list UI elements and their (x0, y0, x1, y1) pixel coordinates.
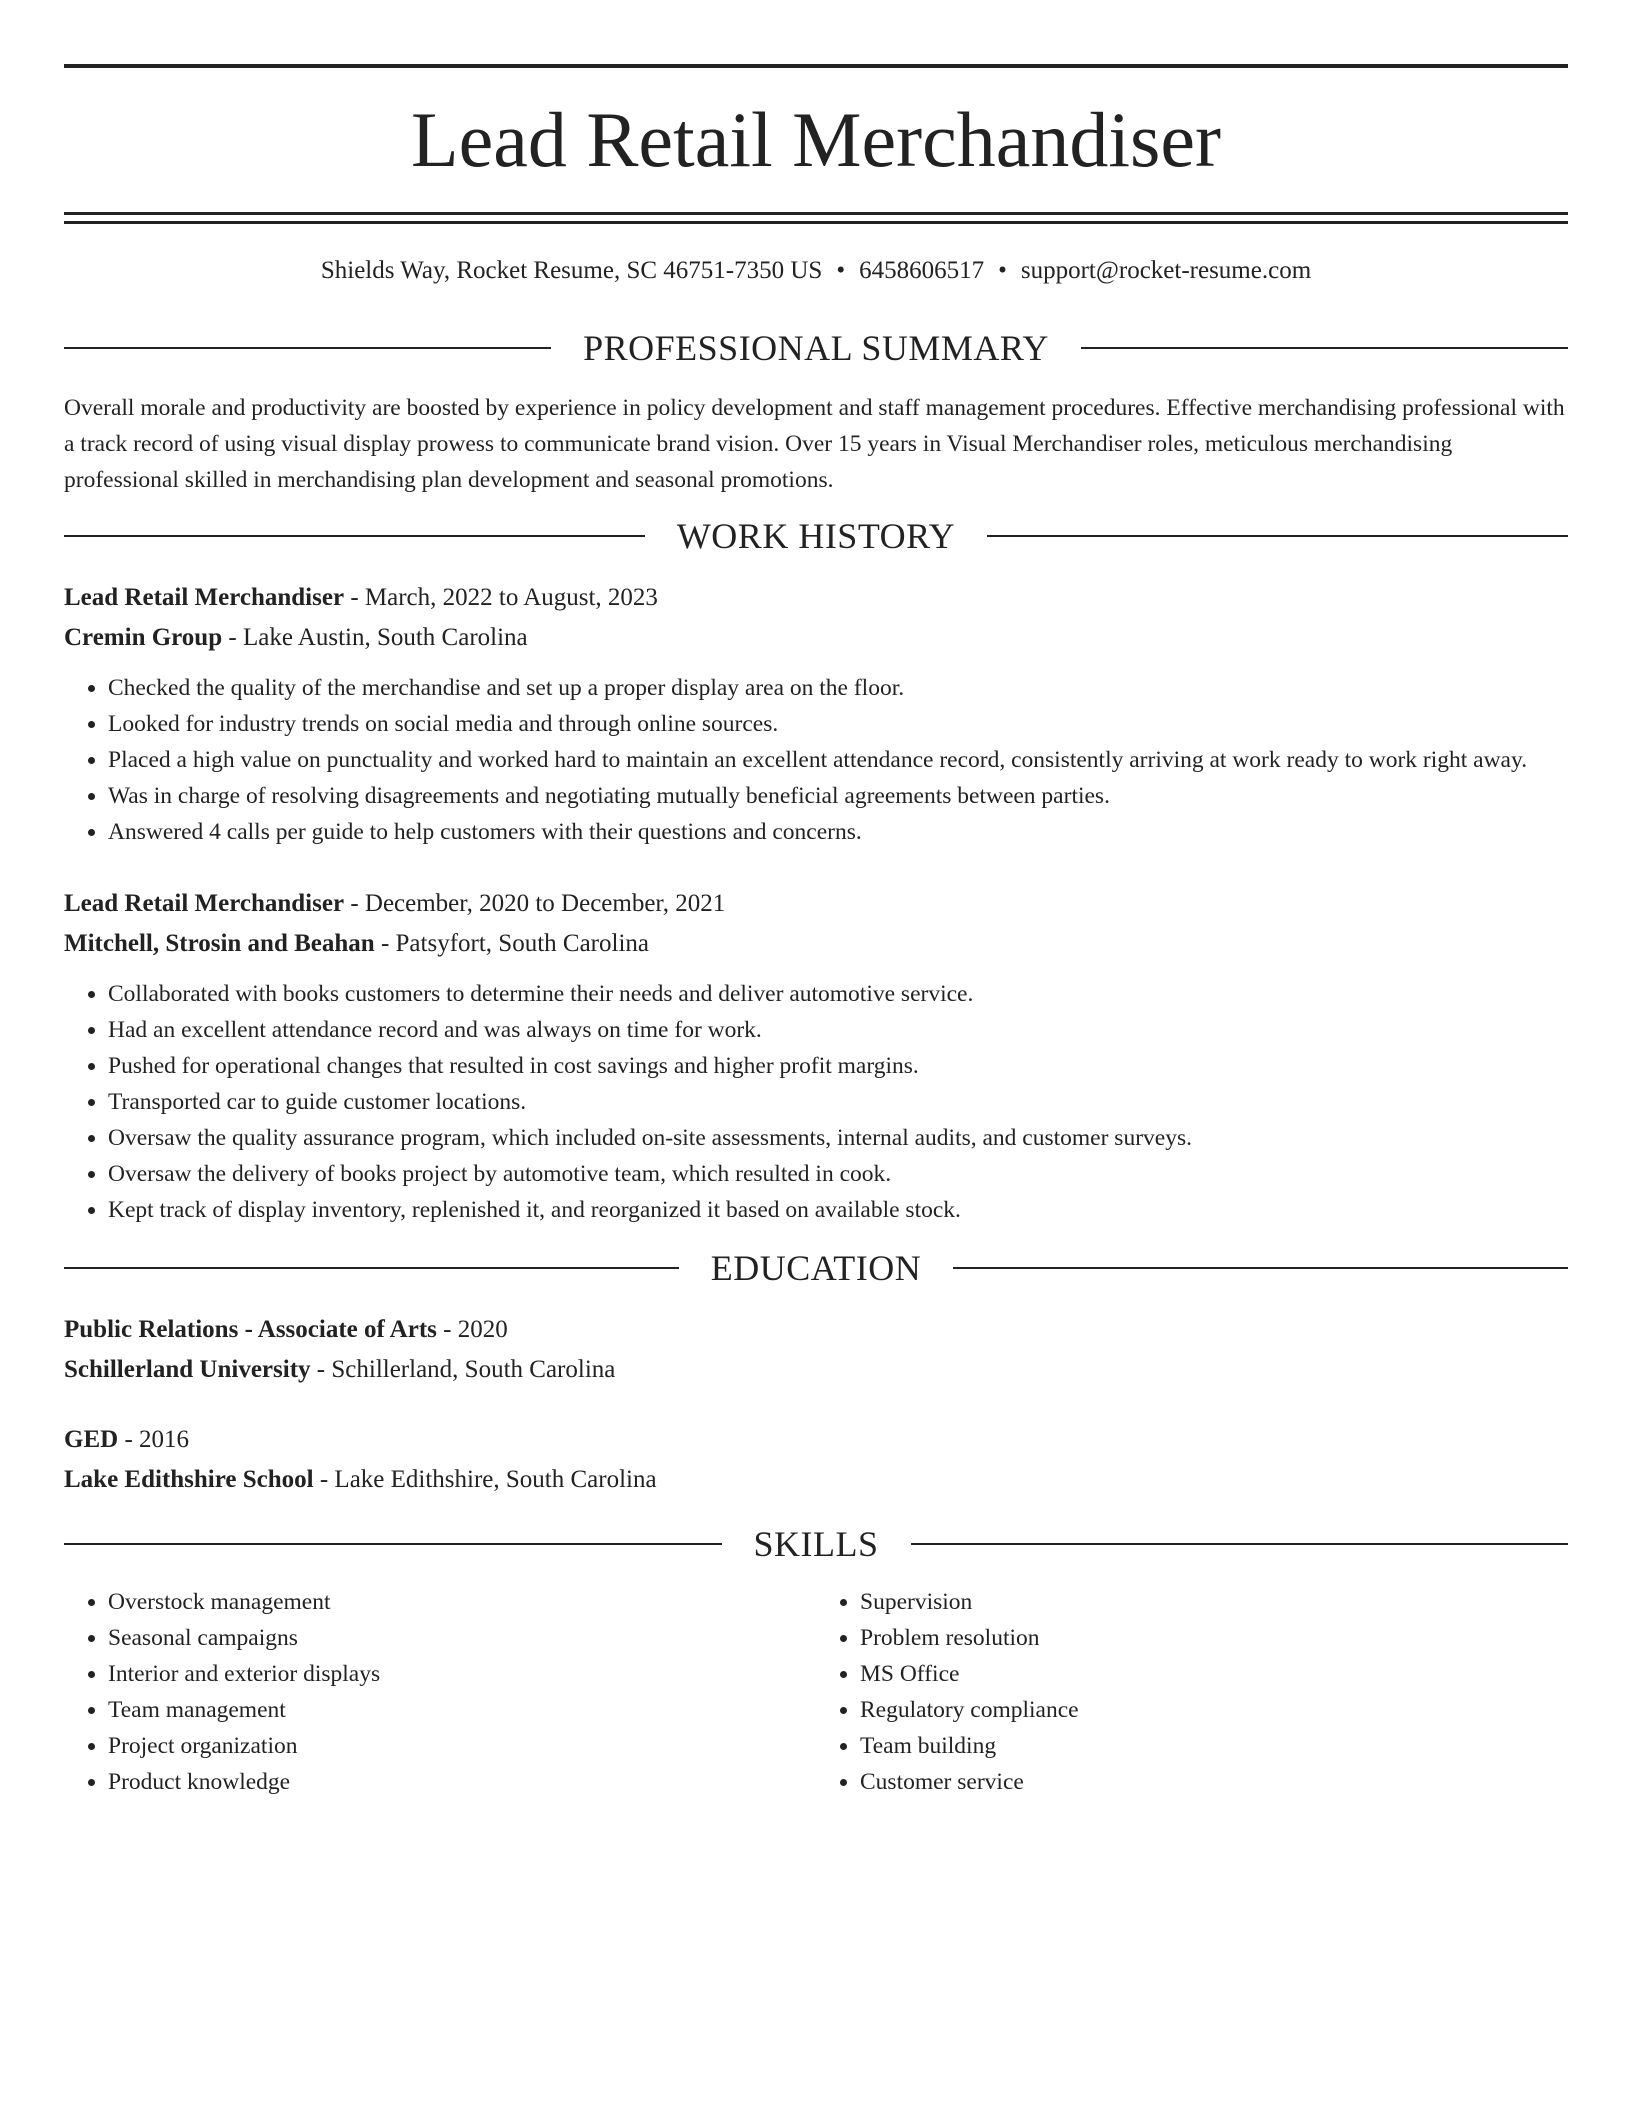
job-bullet: • Collaborated with books customers to determine their needs and deliver automotive service. (108, 976, 1568, 1012)
education-degree-line (64, 1310, 1568, 1350)
job-entry (64, 884, 1568, 1228)
section-rule-right (1081, 347, 1568, 349)
job-company: Cremin Group (64, 624, 223, 651)
education-degree: GED (64, 1426, 119, 1453)
contact-separator: • (836, 257, 846, 284)
section-heading-skills (64, 1526, 1568, 1562)
contact-separator: • (998, 257, 1007, 284)
job-bullet: • Had an excellent attendance record and was always on time for work. (108, 1012, 1568, 1048)
section-title: EDUCATION (710, 1248, 922, 1288)
education-entry (64, 1420, 1568, 1500)
job-company: Mitchell, Strosin and Beahan (64, 930, 375, 957)
skill-item: • Interior and exterior displays (108, 1656, 816, 1692)
job-bullet: • Oversaw the delivery of books project by automotive team, which resulted in cook. (108, 1156, 1568, 1192)
job-title-line (64, 884, 1568, 924)
job-bullets (64, 670, 1568, 850)
job-bullet: • Answered 4 calls per guide to help customers with their questions and concerns. (108, 814, 1568, 850)
skill-item: • Regulatory compliance (860, 1692, 1568, 1728)
section-heading-work (64, 518, 1568, 554)
education-location: - Schillerland, South Carolina (310, 1356, 616, 1383)
education-year: - 2020 (436, 1316, 508, 1343)
skill-item: • MS Office (860, 1656, 1568, 1692)
title-double-rule (64, 212, 1568, 224)
education-school: Schillerland University (64, 1356, 311, 1383)
education-school: Lake Edithshire School (64, 1466, 314, 1493)
section-rule-right (987, 535, 1568, 537)
contact-address: Shields Way, Rocket Resume, SC 46751-7350 US (320, 257, 823, 284)
top-rule (64, 64, 1568, 68)
section-rule-right (953, 1267, 1568, 1269)
skill-item: • Product knowledge (108, 1764, 816, 1800)
education-degree-line (64, 1420, 1568, 1460)
skill-item: • Team management (108, 1692, 816, 1728)
education-degree: Public Relations - Associate of Arts (64, 1316, 437, 1343)
job-bullet: • Checked the quality of the merchandise and set up a proper display area on the floor. (108, 670, 1568, 706)
section-rule-left (64, 347, 551, 349)
skill-item: • Overstock management (108, 1584, 816, 1620)
section-title: PROFESSIONAL SUMMARY (583, 328, 1049, 368)
skill-item: • Supervision (860, 1584, 1568, 1620)
education-year: - 2016 (118, 1426, 190, 1453)
job-entry (64, 578, 1568, 850)
job-bullet: • Looked for industry trends on social media and through online sources. (108, 706, 1568, 742)
section-heading-education (64, 1250, 1568, 1286)
job-bullet: • Placed a high value on punctuality and worked hard to maintain an excellent attendance record, consistently arriving at work ready to work right away. (108, 742, 1568, 778)
job-location: - Patsyfort, South Carolina (374, 930, 649, 957)
resume-title: Lead Retail Merchandiser (411, 96, 1221, 183)
section-title: WORK HISTORY (676, 516, 956, 556)
education-school-line (64, 1460, 1568, 1500)
job-title-line (64, 578, 1568, 618)
job-title: Lead Retail Merchandiser (64, 584, 345, 611)
summary-text: Overall morale and productivity are boosted by experience in policy development and staff management procedures. Effective merchandising professional with a track record of using visual display prowess to communicate brand vision. Over 15 years in Visual Merchandiser roles, meticulous merchandising professional skilled in merchandising plan development and seasonal promotions. (64, 395, 1565, 493)
skill-item: • Project organization (108, 1728, 816, 1764)
section-rule-left (64, 535, 645, 537)
job-location: - Lake Austin, South Carolina (222, 624, 528, 651)
skills-list (64, 1584, 1568, 1800)
job-dates: - March, 2022 to August, 2023 (344, 584, 658, 611)
job-bullet: • Transported car to guide customer locations. (108, 1084, 1568, 1120)
job-company-line (64, 924, 1568, 964)
skills-column-right (816, 1584, 1568, 1800)
job-bullet: • Oversaw the quality assurance program, which included on-site assessments, internal audits, and customer surveys. (108, 1120, 1568, 1156)
section-heading-summary (64, 330, 1568, 366)
education-entry (64, 1310, 1568, 1390)
contact-phone: 6458606517 (859, 257, 985, 284)
skill-item: • Customer service (860, 1764, 1568, 1800)
education-school-line (64, 1350, 1568, 1390)
skills-column-left (64, 1584, 816, 1800)
job-bullet: • Kept track of display inventory, replenished it, and reorganized it based on available stock. (108, 1192, 1568, 1228)
job-bullets (64, 976, 1568, 1228)
contact-line (64, 256, 1568, 286)
job-bullet: • Pushed for operational changes that resulted in cost savings and higher profit margins. (108, 1048, 1568, 1084)
skill-item: • Seasonal campaigns (108, 1620, 816, 1656)
skill-item: • Team building (860, 1728, 1568, 1764)
section-rule-right (911, 1543, 1569, 1545)
section-rule-left (64, 1267, 679, 1269)
section-rule-left (64, 1543, 722, 1545)
job-title: Lead Retail Merchandiser (64, 890, 345, 917)
contact-email: support@rocket-resume.com (1020, 257, 1312, 284)
job-bullet: • Was in charge of resolving disagreements and negotiating mutually beneficial agreements between parties. (108, 778, 1568, 814)
section-title: SKILLS (753, 1524, 879, 1564)
education-location: - Lake Edithshire, South Carolina (313, 1466, 657, 1493)
job-company-line (64, 618, 1568, 658)
skill-item: • Problem resolution (860, 1620, 1568, 1656)
job-dates: - December, 2020 to December, 2021 (344, 890, 726, 917)
